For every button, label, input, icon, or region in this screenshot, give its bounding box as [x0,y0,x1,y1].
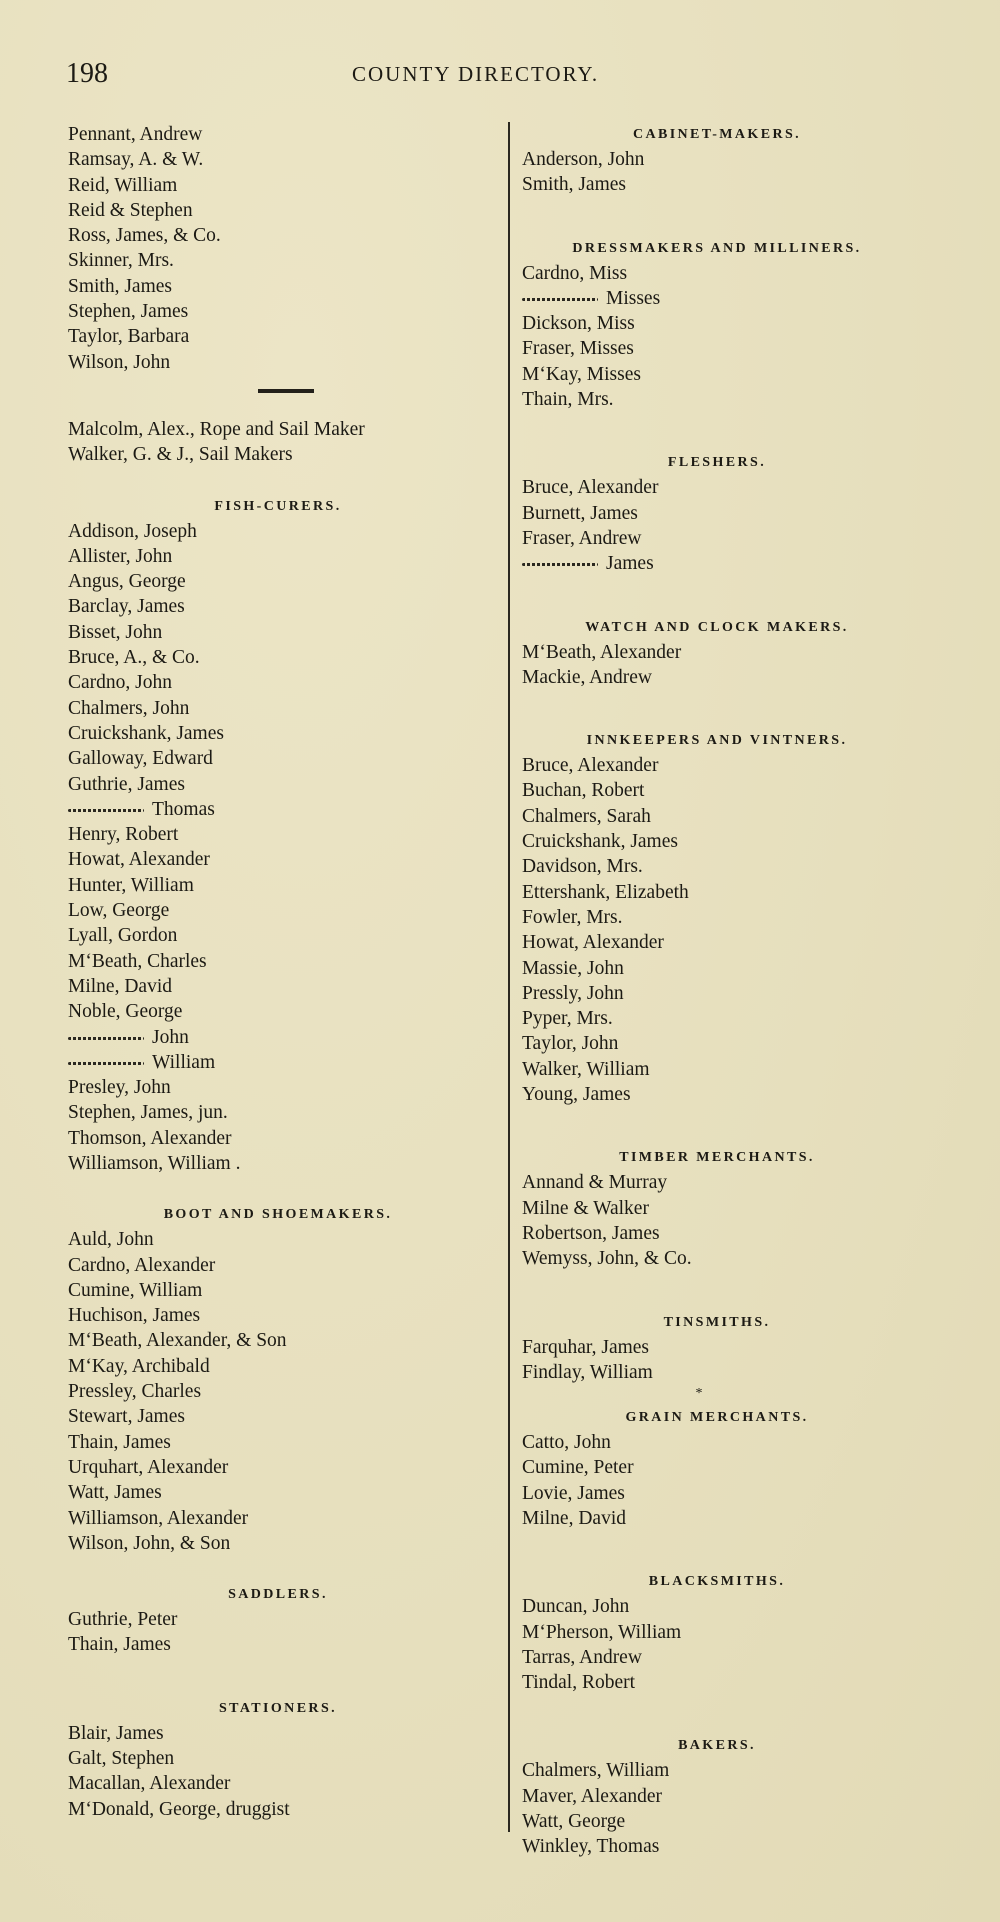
list-item: Thomson, Alexander [68,1127,232,1149]
list-item: Smith, James [68,275,173,297]
list-item: M‘Donald, George, druggist [68,1798,290,1820]
list-item: Smith, James [522,174,627,196]
list-item: M‘Kay, Archibald [68,1355,210,1377]
list-item: Huchison, James [68,1305,201,1327]
list-item: Findlay, William [522,1361,653,1383]
list-item: Cruickshank, James [522,831,678,853]
list-item: Buchan, Robert [522,780,645,802]
list-item: Chalmers, Sarah [522,805,651,827]
list-item: Tindal, Robert [522,1672,636,1694]
list-item: Fraser, Misses [522,338,634,360]
list-item: Walker, William [522,1058,650,1080]
list-item: Presley, John [68,1077,171,1099]
section-fish-curers [68,494,488,1177]
list-item: Bruce, Alexander [522,477,659,499]
page-header [0,58,1000,98]
list-item: Thain, Mrs. [522,389,614,411]
list-item: Henry, Robert [68,824,179,846]
section-heading: FISH-CURERS. [214,498,342,514]
section-heading: TINSMITHS. [663,1314,771,1330]
list-item: Watt, James [68,1482,162,1504]
list-item: Allister, John [68,545,173,567]
list-item: Fowler, Mrs. [522,906,623,928]
list-item: Stephen, James [68,301,189,323]
list-item: Annand & Murray [522,1172,668,1194]
list-item: Wilson, John, & Son [68,1532,231,1554]
list-item: Davidson, Mrs. [522,856,643,878]
list-item: Stephen, James, jun. [68,1102,228,1124]
list-item: Bisset, John [68,621,163,643]
list-item: Walker, G. & J., Sail Makers [68,444,293,466]
list-item: Massie, John [522,957,624,979]
list-item: Dickson, Miss [522,313,635,335]
section-watch-clock-makers [522,615,912,691]
list-item: Lovie, James [522,1482,625,1504]
list-item: Duncan, John [522,1596,630,1618]
right-column [522,122,912,1860]
list-item: Barclay, James [68,596,185,618]
list-item: Wilson, John [68,351,171,373]
asterisk-ornament-icon: * [695,1386,703,1402]
list-item: Hunter, William [68,874,194,896]
list-item: Winkley, Thomas [522,1836,660,1858]
list-item: Ettershank, Elizabeth [522,881,689,903]
list-item: Watt, George [522,1811,626,1833]
list-item: Chalmers, John [68,697,190,719]
list-item: Burnett, James [522,502,638,524]
list-item: Lyall, Gordon [68,925,178,947]
list-item: M‘Beath, Alexander [522,641,682,663]
list-item: Williamson, Alexander [68,1507,249,1529]
list-item: Wemyss, John, & Co. [522,1248,692,1270]
section-heading: STATIONERS. [218,1700,338,1716]
page-number: 198 [66,58,108,89]
list-item: Taylor, Barbara [68,326,190,348]
column-divider [508,122,510,1832]
section-sail-makers [68,417,488,468]
list-item: Howat, Alexander [68,849,210,871]
list-item: Cruickshank, James [68,722,224,744]
section-heading: FLESHERS. [667,455,767,471]
list-item-ditto: John [68,1025,488,1050]
list-item-ditto: William [68,1050,488,1075]
list-item: Galloway, Edward [68,748,213,770]
section-boot-shoemakers [68,1202,488,1556]
section-dressmakers [522,236,912,413]
list-item: Young, James [522,1084,631,1106]
list-item: Ross, James, & Co. [68,225,221,247]
section-saddlers [68,1582,488,1658]
section-unheaded [68,122,488,375]
section-cabinet-makers [522,122,912,198]
list-item: Guthrie, Peter [68,1609,178,1631]
list-item: Thain, James [68,1431,171,1453]
list-item: M‘Pherson, William [522,1621,682,1643]
list-item: Skinner, Mrs. [68,250,174,272]
section-stationers [68,1696,488,1822]
section-heading: INNKEEPERS AND VINTNERS. [586,733,848,749]
list-item: Guthrie, James [68,773,185,795]
list-item: Addison, Joseph [68,520,197,542]
list-item: Low, George [68,900,170,922]
list-item-ditto: James [522,551,912,576]
list-item: Pyper, Mrs. [522,1008,613,1030]
list-item: Urquhart, Alexander [68,1456,229,1478]
section-tinsmiths [522,1310,912,1386]
list-item: Stewart, James [68,1406,185,1428]
list-item: Williamson, William . [68,1152,241,1174]
list-item: Milne & Walker [522,1197,649,1219]
list-item: Malcolm, Alex., Rope and Sail Maker [68,418,365,440]
section-heading: CABINET-MAKERS. [632,127,802,142]
list-item: M‘Beath, Alexander, & Son [68,1330,287,1352]
list-item: Pennant, Andrew [68,124,203,145]
list-item: Fraser, Andrew [522,527,642,549]
section-rule [258,389,314,393]
list-item: Chalmers, William [522,1760,670,1782]
list-item: Mackie, Andrew [522,666,652,688]
list-item: Cardno, John [68,672,172,694]
section-heading: DRESSMAKERS AND MILLINERS. [572,240,862,256]
section-heading: TIMBER MERCHANTS. [619,1150,815,1166]
section-grain-merchants [522,1405,912,1531]
left-column [68,122,488,1822]
list-item: Taylor, John [522,1033,619,1055]
list-item: Reid, William [68,174,178,196]
section-heading: BOOT AND SHOEMAKERS. [163,1207,393,1223]
list-item: M‘Beath, Charles [68,950,207,972]
list-item-ditto: Thomas [68,797,488,822]
list-item: Milne, David [522,1507,626,1529]
list-item: Noble, George [68,1001,183,1023]
list-item: Robertson, James [522,1222,660,1244]
list-item: Bruce, Alexander [522,755,659,777]
list-item: Thain, James [68,1634,171,1656]
running-title: COUNTY DIRECTORY. [352,62,600,86]
list-item: Milne, David [68,975,172,997]
list-item: Maver, Alexander [522,1785,662,1807]
section-timber-merchants [522,1145,912,1271]
list-item: Cumine, William [68,1279,203,1301]
list-item: Angus, George [68,571,186,593]
list-item: Cardno, Miss [522,262,628,284]
list-item: Macallan, Alexander [68,1773,231,1795]
section-heading: BLACKSMITHS. [648,1574,786,1590]
section-heading: BAKERS. [678,1738,756,1754]
section-blacksmiths [522,1569,912,1695]
list-item: Galt, Stephen [68,1748,175,1770]
section-heading: WATCH AND CLOCK MAKERS. [585,619,849,635]
list-item: Blair, James [68,1722,164,1744]
list-item: Farquhar, James [522,1336,650,1358]
list-item: Bruce, A., & Co. [68,647,200,669]
list-item: Cumine, Peter [522,1457,634,1479]
list-item: Anderson, John [522,149,645,170]
list-item: Tarras, Andrew [522,1646,642,1668]
section-bakers [522,1733,912,1859]
list-item: Cardno, Alexander [68,1254,216,1276]
list-item-ditto: Misses [522,286,912,311]
list-item: Howat, Alexander [522,932,664,954]
list-item: Pressley, Charles [68,1381,202,1403]
list-item: Catto, John [522,1432,611,1454]
list-item: Ramsay, A. & W. [68,149,204,171]
list-item: M‘Kay, Misses [522,363,641,385]
list-item: Auld, John [68,1229,154,1251]
section-innkeepers [522,728,912,1107]
section-heading: GRAIN MERCHANTS. [625,1410,809,1426]
list-item: Pressly, John [522,982,624,1004]
section-fleshers [522,450,912,576]
section-heading: SADDLERS. [228,1587,328,1603]
list-item: Reid & Stephen [68,199,193,221]
